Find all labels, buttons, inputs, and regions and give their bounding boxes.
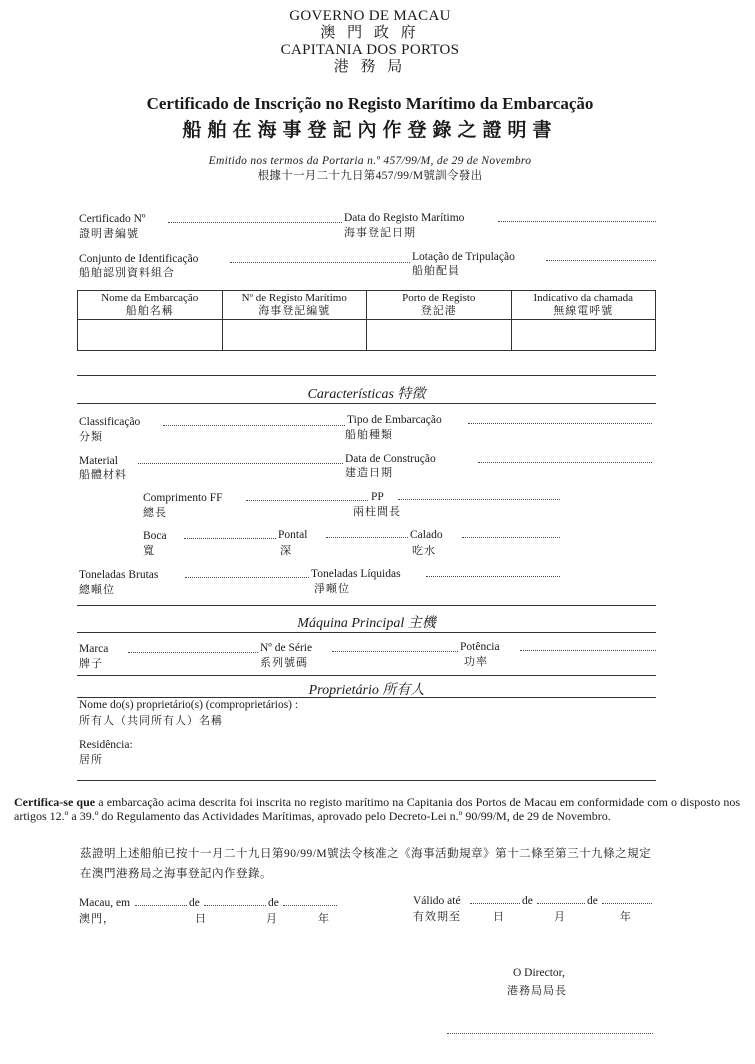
gov-title-cn: 澳 門 政 府: [320, 25, 420, 41]
ton-liquidas-label-cn: 淨噸位: [314, 583, 350, 595]
macau-cn-label: 澳門，: [79, 913, 115, 925]
potencia-label: Potência: [460, 641, 500, 653]
material-field[interactable]: [138, 463, 343, 464]
table-header-cell: Nome da Embarcação 船舶名稱: [78, 291, 223, 320]
conjunto-label: Conjunto de Identificação: [79, 253, 199, 265]
ton-brutas-label: Toneladas Brutas: [79, 569, 159, 581]
serie-label: Nº de Série: [260, 642, 313, 654]
calado-label-cn: 吃水: [412, 545, 436, 557]
lotacao-label: Lotação de Tripulação: [412, 251, 515, 263]
signature-line[interactable]: [447, 1033, 653, 1034]
registration-table: [77, 290, 656, 351]
certifica-lead: Certifica-se que: [14, 795, 96, 809]
material-label: Material: [79, 455, 118, 467]
year-cn-label: 年: [620, 911, 632, 923]
table-header-row: [78, 291, 656, 320]
table-cell[interactable]: [367, 320, 512, 351]
issue-month-field[interactable]: [204, 905, 266, 906]
de-label: de: [522, 895, 533, 907]
data-construcao-label: Data de Construção: [345, 453, 436, 465]
certifica-body: a embarcação acima descrita foi inscrita no registo marítimo na Capitania dos Portos de Macau em conformidade com o disposto nos artigos 12.º a 39.º do Regulamento das Actividades Marítimas, aprovado pelo Decreto-Lei n.º 90/99/M, de 29 de Novembro.: [14, 795, 740, 823]
boca-label-cn: 寬: [143, 545, 155, 557]
marca-label-cn: 牌子: [79, 658, 103, 670]
day-cn-label: 日: [493, 911, 505, 923]
divider: [77, 403, 656, 404]
data-construcao-field[interactable]: [478, 462, 652, 463]
pp-label-cn: 兩柱間長: [353, 506, 401, 518]
de-label: de: [587, 895, 598, 907]
certificate-title-pt: Certificado de Inscrição no Registo Marítimo da Embarcação: [146, 94, 594, 113]
ton-liquidas-label: Toneladas Líquidas: [311, 568, 401, 580]
proprietario-name-label-cn: 所有人（共同所有人）名稱: [79, 715, 223, 727]
divider: [77, 675, 656, 676]
classificacao-label: Classificação: [79, 416, 141, 428]
serie-field[interactable]: [332, 651, 458, 652]
gov-title-pt: GOVERNO DE MACAU: [289, 8, 451, 24]
table-cell[interactable]: [222, 320, 367, 351]
calado-field[interactable]: [462, 537, 560, 538]
macau-em-label: Macau, em: [79, 897, 131, 909]
marca-field[interactable]: [128, 652, 258, 653]
certification-text: [14, 795, 740, 823]
conjunto-label-cn: 船舶認別資料組合: [79, 267, 175, 279]
classificacao-field[interactable]: [163, 425, 345, 426]
pontal-field[interactable]: [326, 537, 408, 538]
boca-field[interactable]: [184, 538, 276, 539]
pontal-label: Pontal: [278, 529, 308, 541]
table-cell[interactable]: [511, 320, 656, 351]
divider: [77, 780, 656, 781]
tipo-field[interactable]: [468, 423, 652, 424]
comprimento-label: Comprimento FF: [143, 492, 223, 504]
valid-day-field[interactable]: [470, 903, 520, 904]
pontal-label-cn: 深: [280, 545, 292, 557]
month-cn-label: 月: [266, 913, 278, 925]
certification-text-cn-1: 茲證明上述船舶已按十一月二十九日第90/99/M號法令核准之《海事活動規章》第十二條至第三十九條之規定: [80, 848, 652, 860]
day-cn-label: 日: [195, 913, 207, 925]
potencia-field[interactable]: [520, 650, 656, 651]
divider: [77, 632, 656, 633]
material-label-cn: 船體材料: [79, 469, 127, 481]
residencia-label: Residência:: [79, 739, 133, 751]
issued-note-cn: 根據十一月二十九日第457/99/M號訓令發出: [257, 170, 483, 182]
table-header-cell: Porto de Registo 登記港: [367, 291, 512, 320]
comprimento-field[interactable]: [246, 500, 368, 501]
certificate-title-cn: 船舶在海事登記內作登錄之證明書: [182, 120, 558, 141]
lotacao-field[interactable]: [546, 260, 656, 261]
data-registo-field[interactable]: [498, 221, 656, 222]
issued-note-pt: Emitido nos termos da Portaria n.º 457/99/M, de 29 de Novembro: [208, 155, 532, 167]
proprietario-name-label: Nome do(s) proprietário(s) (comproprietários) :: [79, 699, 299, 711]
ton-brutas-label-cn: 總噸位: [79, 584, 115, 596]
calado-label: Calado: [410, 529, 443, 541]
table-header-cell: Nº de Registo Marítimo 海事登記編號: [222, 291, 367, 320]
proprietario-heading: Proprietário 所有人: [308, 683, 425, 698]
divider: [77, 697, 656, 698]
maquina-heading: Máquina Principal 主機: [297, 616, 436, 631]
caracteristicas-heading: Características 特徵: [307, 387, 426, 402]
pp-label: PP: [371, 491, 384, 503]
de-label: de: [268, 897, 279, 909]
table-row: [78, 320, 656, 351]
pp-field[interactable]: [398, 499, 560, 500]
classificacao-label-cn: 分類: [79, 431, 103, 443]
dept-title-pt: CAPITANIA DOS PORTOS: [280, 42, 460, 58]
director-label: O Director,: [513, 967, 565, 979]
comprimento-label-cn: 總長: [143, 507, 167, 519]
table-header-cell: Indicativo da chamada 無線電呼號: [511, 291, 656, 320]
certificado-label-cn: 證明書編號: [79, 228, 139, 240]
ton-brutas-field[interactable]: [185, 577, 309, 578]
boca-label: Boca: [143, 530, 167, 542]
conjunto-field[interactable]: [230, 262, 410, 263]
valid-month-field[interactable]: [537, 903, 585, 904]
data-registo-label-cn: 海事登記日期: [344, 227, 416, 239]
director-label-cn: 港務局局長: [507, 985, 567, 997]
residencia-label-cn: 居所: [79, 754, 103, 766]
lotacao-label-cn: 船舶配員: [412, 265, 460, 277]
potencia-label-cn: 功率: [464, 656, 488, 668]
issue-year-field[interactable]: [283, 905, 337, 906]
ton-liquidas-field[interactable]: [426, 576, 560, 577]
divider: [77, 375, 656, 376]
dept-title-cn: 港 務 局: [333, 59, 407, 75]
tipo-label: Tipo de Embarcação: [347, 414, 442, 426]
certificado-label: Certificado Nº: [79, 213, 146, 225]
issue-day-field[interactable]: [135, 905, 187, 906]
data-registo-label: Data do Registo Marítimo: [344, 212, 465, 224]
year-cn-label: 年: [318, 913, 330, 925]
month-cn-label: 月: [554, 911, 566, 923]
de-label: de: [189, 897, 200, 909]
data-construcao-label-cn: 建造日期: [345, 467, 393, 479]
marca-label: Marca: [79, 643, 109, 655]
divider: [77, 605, 656, 606]
valido-cn-label: 有效期至: [413, 911, 461, 923]
valid-year-field[interactable]: [602, 903, 652, 904]
table-cell[interactable]: [78, 320, 223, 351]
serie-label-cn: 系列號碼: [260, 657, 308, 669]
valido-label: Válido até: [413, 895, 461, 907]
tipo-label-cn: 船舶種類: [345, 429, 393, 441]
certification-text-cn-2: 在澳門港務局之海事登記內作登錄。: [80, 868, 272, 880]
certificado-field[interactable]: [168, 222, 342, 223]
